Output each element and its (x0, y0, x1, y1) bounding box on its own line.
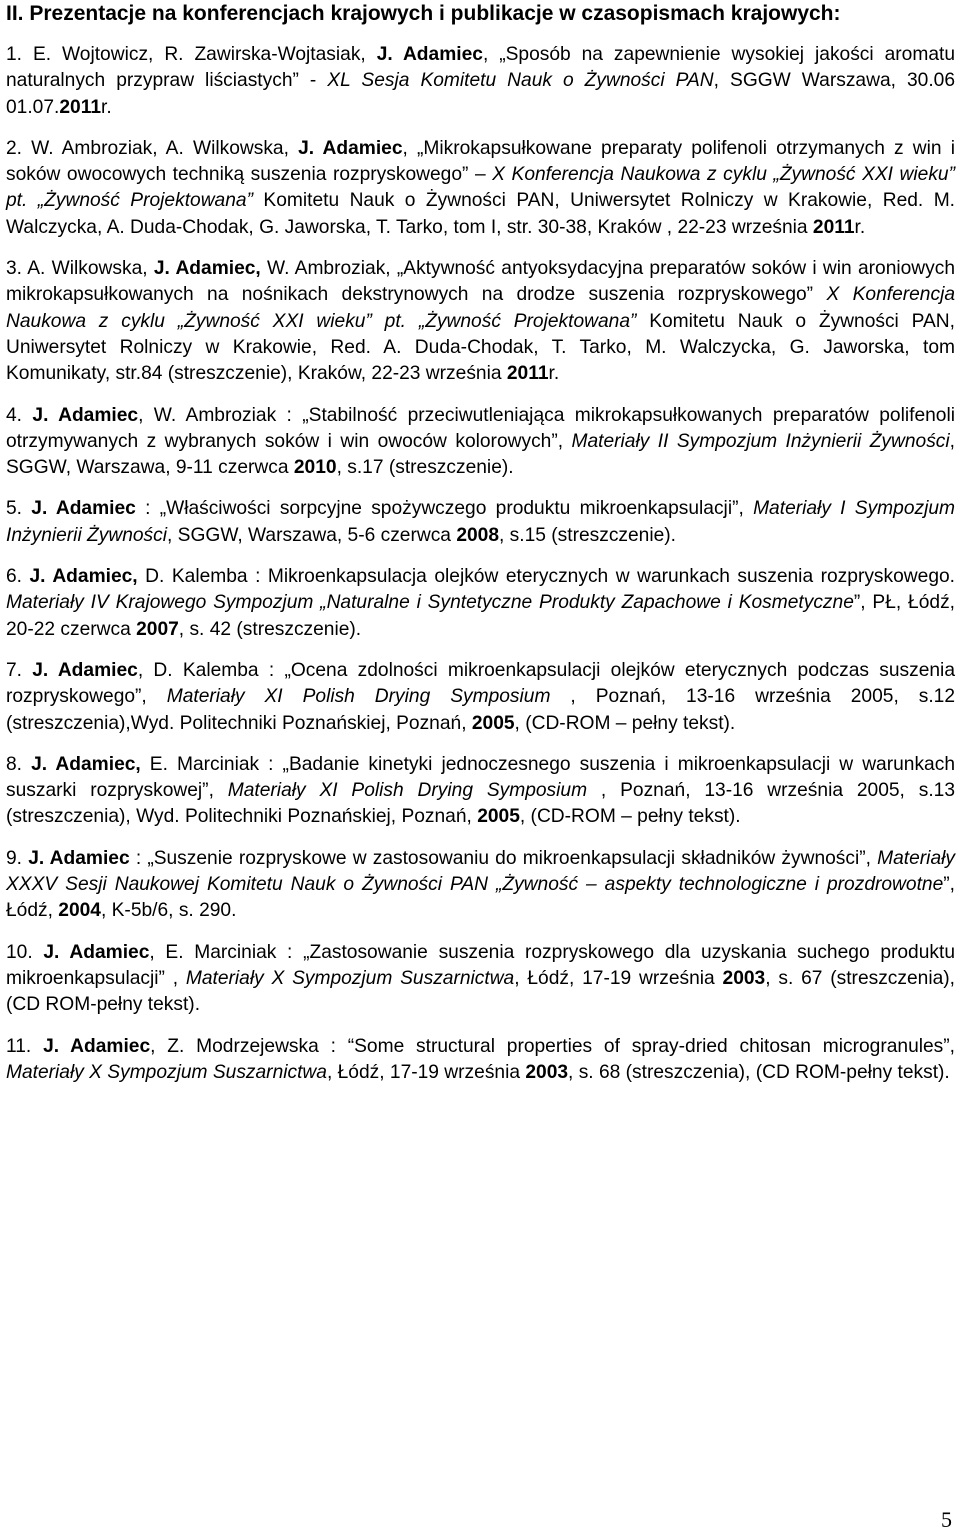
entry-text: 2. W. Ambroziak, A. Wilkowska, (6, 137, 299, 159)
entry-author-emphasis: 2010 (293, 457, 337, 479)
entry-text: , W. Ambroziak : „Stabilność przeciwutleniająca mikrokapsułkowanych preparatów polifenoli otrzymywanych z wybranych soków i win owoców kolorowych”, (6, 404, 955, 452)
entry-text: , „Sposób na zapewnienie wysokiej jakości aromatu naturalnych przypraw liściastych” - (6, 44, 955, 92)
entry-author-emphasis: J. Adamiec (32, 659, 138, 681)
entry-author-emphasis: 2011 (59, 96, 101, 118)
publication-list (6, 42, 955, 1086)
entry-text: , Łódź, 17-19 września (514, 967, 723, 989)
entry-author-emphasis: J. Adamiec (376, 44, 483, 65)
entry-venue: Materiały II Sympozjum Inżynierii Żywności (571, 430, 950, 452)
entry-text: 11. (6, 1035, 44, 1057)
entry-text: , SGGW, Warszawa, 5-6 czerwca (167, 524, 457, 546)
publication-entry (6, 846, 955, 925)
entry-text: 4. (6, 404, 33, 426)
entry-author-emphasis: J. Adamiec (43, 941, 150, 963)
entry-text: : „Właściwości sorpcyjne spożywczego produktu mikroenkapsulacji”, (135, 498, 754, 520)
entry-text: , (CD-ROM – pełny tekst). (514, 712, 736, 734)
entry-author-emphasis: 2011 (812, 216, 855, 238)
entry-text: r. (548, 363, 560, 385)
entry-author-emphasis: 2005 (477, 806, 520, 828)
publication-entry (6, 1034, 955, 1087)
entry-venue: Materiały X Sympozjum Suszarnictwa (6, 1061, 327, 1083)
entry-text: , E. Marciniak : „Zastosowanie suszenia rozpryskowego dla uzyskania suchego produktu mikroenkapsulacji” , (6, 941, 955, 989)
entry-venue: X Konferencja Naukowa z cyklu „Żywność XXI wieku” pt. „Żywność Projektowana” (6, 164, 955, 212)
entry-text: W. Ambroziak, „Aktywność antyoksydacyjna preparatów soków i win aroniowych mikrokapsułkowanych na nośnikach dekstrynowych na drodze suszenia rozpryskowego” (6, 258, 956, 306)
publication-entry (6, 658, 955, 737)
entry-text: Komitetu Nauk o Żywności PAN, Uniwersytet Rolniczy w Krakowie, Red. A. Duda-Chodak, T. Tarko, M. Walczycka, G. Jaworska, tom Komunikaty, str.84 (streszczenie), Kraków, 22-23 września (6, 310, 955, 385)
page-number: 5 (941, 1507, 952, 1532)
entry-text: r. (101, 96, 112, 118)
entry-text: 10. (6, 941, 44, 963)
entry-author-emphasis: 2003 (722, 967, 766, 989)
entry-author-emphasis: 2011 (506, 363, 549, 385)
entry-text: 3. A. Wilkowska, (6, 258, 154, 280)
entry-venue: XL Sesja Komitetu Nauk o Żywności PAN (327, 70, 714, 92)
publication-entry (6, 256, 955, 387)
entry-venue: Materiały XI Polish Drying Symposium (166, 686, 551, 708)
entry-text: , (CD-ROM – pełny tekst). (519, 806, 741, 828)
entry-text: , Poznań, 13-16 września 2005, s.12 (streszczenia),Wyd. Politechniki Poznańskiej, Poznań, (6, 686, 955, 734)
entry-venue: Materiały I Sympozjum Inżynierii Żywności (6, 498, 956, 546)
entry-text: , s. 67 (streszczenia), (CD ROM-pełny tekst). (6, 967, 955, 1016)
entry-author-emphasis: J. Adamiec, (153, 258, 268, 280)
entry-author-emphasis: J. Adamiec (32, 404, 139, 426)
entry-text: 6. (6, 566, 30, 588)
entry-text: 8. (6, 753, 32, 775)
publication-entry (6, 752, 955, 831)
entry-venue: Materiały X Sympozjum Suszarnictwa (185, 967, 515, 989)
entry-text: , Poznań, 13-16 września 2005, s.13 (streszczenia), Wyd. Politechniki Poznańskiej, Poznań, (6, 780, 955, 828)
entry-text: D. Kalemba : Mikroenkapsulacja olejków eterycznych w warunkach suszenia rozpryskowego. (137, 566, 955, 588)
entry-author-emphasis: J. Adamiec, (29, 566, 138, 588)
entry-author-emphasis: J. Adamiec (28, 847, 130, 869)
entry-text: , D. Kalemba : „Ocena zdolności mikroenkapsulacji olejków eterycznych podczas suszenia rozpryskowego”, (6, 659, 955, 708)
entry-text: , Z. Modrzejewska : “Some structural properties of spray-dried chitosan microgranules”, (150, 1035, 955, 1057)
entry-text: , SGGW, Warszawa, 9-11 czerwca (6, 430, 956, 479)
document-page (6, 0, 955, 1101)
entry-text: 9. (6, 847, 29, 869)
entry-text: 1. E. Wojtowicz, R. Zawirska-Wojtasiak, (6, 44, 377, 65)
entry-author-emphasis: J. Adamiec (31, 498, 136, 520)
entry-venue: Materiały XXXV Sesji Naukowej Komitetu Nauk o Żywności PAN „Żywność – aspekty technologiczne i prozdrowotne (6, 847, 955, 896)
entry-text: , „Mikrokapsułkowane preparaty polifenoli otrzymanych z win i soków owocowych techniką suszenia rozpryskowego” – (6, 137, 956, 186)
entry-text: , K-5b/6, s. 290. (100, 900, 237, 922)
entry-text: , s. 42 (streszczenie). (178, 618, 362, 640)
publication-entry (6, 42, 955, 121)
publication-entry (6, 496, 955, 549)
entry-venue: Materiały IV Krajowego Sympozjum „Naturalne i Syntetyczne Produkty Zapachowe i Kosmetyczne (6, 592, 854, 614)
entry-text: 5. (6, 498, 32, 520)
entry-text: E. Marciniak : „Badanie kinetyki jednoczesnego suszenia i mikroenkapsulacji w warunkach suszarki rozpryskowej”, (6, 753, 955, 802)
entry-author-emphasis: 2007 (136, 618, 179, 640)
entry-text: , Łódź, 17-19 września (326, 1061, 526, 1083)
entry-text: , s. 68 (streszczenia), (CD ROM-pełny tekst). (568, 1061, 950, 1083)
entry-author-emphasis: 2008 (456, 524, 499, 546)
entry-author-emphasis: 2004 (58, 900, 101, 922)
publication-entry (6, 940, 955, 1019)
entry-author-emphasis: J. Adamiec (298, 137, 403, 159)
entry-venue: X Konferencja Naukowa z cyklu „Żywność XXI wieku” pt. „Żywność Projektowana” (6, 284, 956, 332)
entry-text: : „Suszenie rozpryskowe w zastosowaniu do mikroenkapsulacji składników żywności”, (129, 847, 878, 869)
entry-text: , s.17 (streszczenie). (336, 457, 514, 479)
entry-venue: Materiały XI Polish Drying Symposium (227, 780, 588, 802)
entry-author-emphasis: 2003 (525, 1061, 569, 1083)
entry-text: , s.15 (streszczenie). (499, 524, 677, 546)
publication-entry (6, 564, 955, 643)
entry-text: ”, PŁ, Łódź, 20-22 czerwca (6, 592, 955, 640)
section-heading: II. Prezentacje na konferencjach krajowych i publikacje w czasopismach krajowych: (6, 2, 841, 25)
entry-author-emphasis: 2005 (471, 712, 515, 734)
entry-text: 7. (6, 659, 33, 681)
publication-entry (6, 403, 955, 482)
entry-text: , SGGW Warszawa, 30.06 01.07. (6, 70, 955, 118)
entry-text: Komitetu Nauk o Żywności PAN, Uniwersytet Rolniczy w Krakowie, Red. M. Walczycka, A. Duda-Chodak, G. Jaworska, T. Tarko, tom I, str. 30-38, Kraków , 22-23 września (6, 190, 956, 238)
entry-text: r. (854, 216, 866, 238)
publication-entry (6, 136, 955, 241)
entry-author-emphasis: J. Adamiec (43, 1035, 151, 1057)
entry-author-emphasis: J. Adamiec, (31, 753, 141, 775)
entry-text: ”, Łódź, (6, 874, 955, 922)
